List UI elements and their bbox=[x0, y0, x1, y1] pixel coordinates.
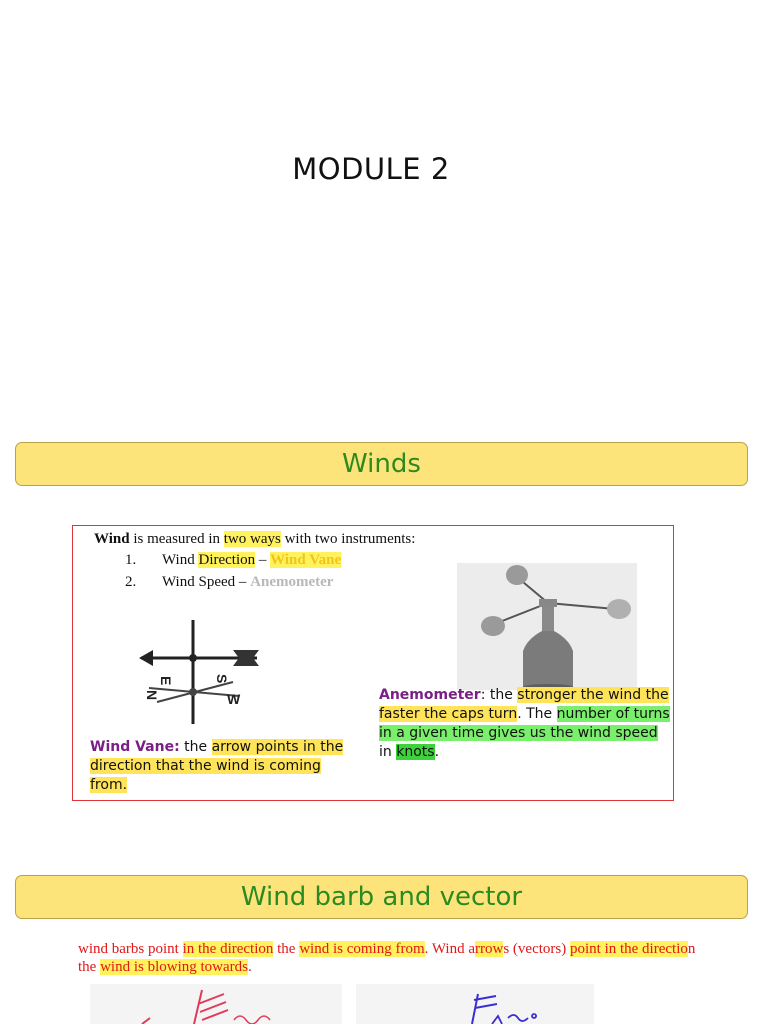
wind-instruments-box bbox=[72, 525, 674, 801]
anem-text-a: : the bbox=[480, 687, 518, 703]
wind-barb-sketch bbox=[90, 984, 342, 1024]
vane-letter-n: N bbox=[144, 690, 160, 701]
vane-letter-w: W bbox=[227, 691, 241, 707]
anem-text-d: . bbox=[434, 744, 440, 760]
list-label: Wind bbox=[162, 552, 199, 568]
wind-vane-illustration bbox=[135, 616, 265, 728]
wind-vane-caption bbox=[90, 738, 350, 795]
anem-highlight-2: number of turns in a given time gives us the wind speed bbox=[379, 706, 670, 741]
barb-highlight-h: point in the directio bbox=[569, 941, 688, 957]
anemometer-illustration bbox=[457, 563, 637, 690]
barb-text-i: n the bbox=[78, 941, 696, 975]
wind-vector-sketch bbox=[356, 984, 594, 1024]
barb-text-c: the bbox=[273, 941, 300, 957]
barb-text-e: . Wind a bbox=[424, 941, 475, 957]
intro-text-b: with two instruments: bbox=[280, 531, 416, 547]
list-dash: – bbox=[255, 552, 271, 568]
barb-text-k: . bbox=[248, 959, 252, 975]
list-item bbox=[125, 552, 341, 574]
intro-text-a: is measured in bbox=[129, 531, 224, 547]
module-title: MODULE 2 bbox=[292, 152, 450, 186]
wind-barb-banner: Wind barb and vector bbox=[15, 875, 748, 919]
intro-two-ways: two ways bbox=[223, 531, 281, 547]
list-dash: – bbox=[235, 574, 251, 590]
intro-wind-word: Wind bbox=[94, 531, 130, 547]
barb-text-a: wind barbs point bbox=[78, 941, 183, 957]
list-instrument: Anemometer bbox=[250, 574, 334, 590]
list-number: 2. bbox=[125, 574, 137, 590]
vane-text: the bbox=[179, 739, 212, 755]
wind-barb-text bbox=[78, 940, 698, 976]
anem-highlight-3: knots bbox=[396, 744, 435, 760]
barb-text-g: s (vectors) bbox=[503, 941, 570, 957]
vane-letter-s: S bbox=[214, 674, 230, 684]
barb-highlight-j: wind is blowing towards bbox=[100, 959, 248, 975]
vane-highlight: arrow points in the direction that the wind is coming from. bbox=[90, 739, 344, 793]
anem-highlight-1: stronger the wind the faster the caps turn bbox=[379, 687, 669, 722]
barb-highlight-d: wind is coming from bbox=[299, 941, 425, 957]
winds-banner: Winds bbox=[15, 442, 748, 486]
vane-term: Wind Vane: bbox=[90, 739, 180, 755]
list-highlight: Direction bbox=[198, 552, 256, 568]
list-number: 1. bbox=[125, 552, 137, 568]
barb-highlight-f: rrow bbox=[475, 941, 504, 957]
intro-line bbox=[94, 531, 415, 548]
list-label: Wind Speed bbox=[162, 574, 236, 590]
anem-text-b: . The bbox=[517, 706, 557, 722]
anem-text-c: in bbox=[379, 744, 397, 760]
instrument-list bbox=[125, 552, 341, 596]
barb-highlight-b: in the direction bbox=[182, 941, 274, 957]
anem-term: Anemometer bbox=[379, 687, 481, 703]
anemometer-caption bbox=[379, 686, 671, 762]
list-instrument: Wind Vane bbox=[270, 552, 342, 568]
list-item bbox=[125, 574, 341, 596]
vane-letter-e: E bbox=[158, 676, 174, 686]
